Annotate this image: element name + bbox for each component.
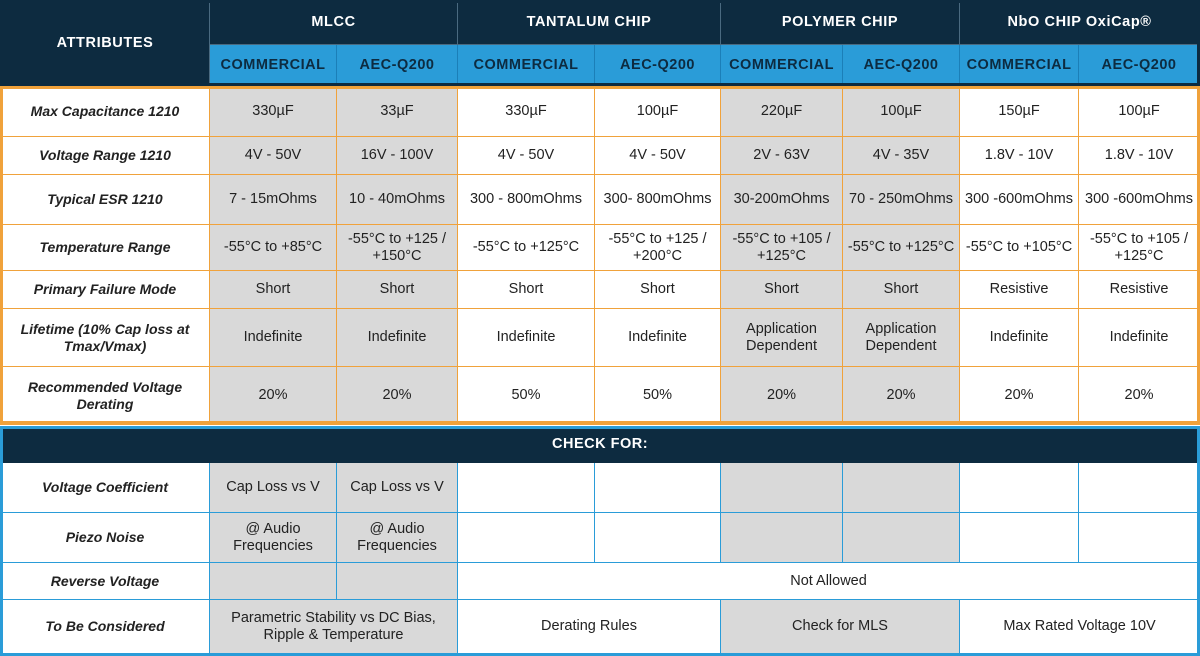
cell — [960, 463, 1079, 513]
cell — [843, 463, 960, 513]
sub-header: AEC-Q200 — [1079, 45, 1200, 87]
row-label: Recommended Voltage Derating — [1, 367, 210, 425]
cell: @ Audio Frequencies — [337, 513, 458, 563]
cell: Application Dependent — [721, 309, 843, 367]
cell — [595, 463, 721, 513]
group-header-mlcc: MLCC — [210, 1, 458, 45]
cell: 330µF — [210, 87, 337, 137]
group-header-nbo: NbO CHIP OxiCap® — [960, 1, 1200, 45]
cell: -55°C to +105°C — [960, 225, 1079, 271]
cell: 50% — [458, 367, 595, 425]
check-for-header: CHECK FOR: — [1, 427, 1200, 463]
cell: -55°C to +125°C — [458, 225, 595, 271]
table-row — [1, 600, 1200, 654]
cell: Short — [721, 271, 843, 309]
cell: 30-200mOhms — [721, 175, 843, 225]
cell: 1.8V - 10V — [960, 137, 1079, 175]
cell: -55°C to +105 / +125°C — [1079, 225, 1200, 271]
cell: 7 - 15mOhms — [210, 175, 337, 225]
cell: 20% — [960, 367, 1079, 425]
row-label: Reverse Voltage — [1, 563, 210, 600]
cell: Indefinite — [960, 309, 1079, 367]
cell: Indefinite — [458, 309, 595, 367]
cell: 330µF — [458, 87, 595, 137]
sub-header: AEC-Q200 — [595, 45, 721, 87]
cell: 300- 800mOhms — [595, 175, 721, 225]
cell — [843, 513, 960, 563]
cell: 300 -600mOhms — [960, 175, 1079, 225]
table-row — [1, 137, 1200, 175]
cell: Short — [843, 271, 960, 309]
cell: 20% — [721, 367, 843, 425]
cell: 1.8V - 10V — [1079, 137, 1200, 175]
cell: 20% — [843, 367, 960, 425]
sub-header: COMMERCIAL — [210, 45, 337, 87]
group-header-polymer: POLYMER CHIP — [721, 1, 960, 45]
cell: Short — [337, 271, 458, 309]
cell — [458, 463, 595, 513]
table-row — [1, 225, 1200, 271]
row-label: Max Capacitance 1210 — [1, 87, 210, 137]
table-row — [1, 367, 1200, 425]
table-row — [1, 309, 1200, 367]
table-row — [1, 175, 1200, 225]
cell — [458, 513, 595, 563]
cell: 4V - 50V — [595, 137, 721, 175]
cell — [960, 513, 1079, 563]
cell: Cap Loss vs V — [337, 463, 458, 513]
row-label: Piezo Noise — [1, 513, 210, 563]
cell — [721, 463, 843, 513]
cell: 20% — [337, 367, 458, 425]
cell: 100µF — [843, 87, 960, 137]
cell: -55°C to +85°C — [210, 225, 337, 271]
cell — [595, 513, 721, 563]
cell: Indefinite — [337, 309, 458, 367]
cell: 4V - 50V — [210, 137, 337, 175]
row-label: Typical ESR 1210 — [1, 175, 210, 225]
sub-header: COMMERCIAL — [960, 45, 1079, 87]
row-label: Voltage Coefficient — [1, 463, 210, 513]
cell: Indefinite — [595, 309, 721, 367]
cell: Check for MLS — [721, 600, 960, 654]
cell: 220µF — [721, 87, 843, 137]
table-row — [1, 87, 1200, 137]
sub-header: AEC-Q200 — [337, 45, 458, 87]
row-label: Lifetime (10% Cap loss at Tmax/Vmax) — [1, 309, 210, 367]
cell: 16V - 100V — [337, 137, 458, 175]
cell: Indefinite — [1079, 309, 1200, 367]
cell: 300 -600mOhms — [1079, 175, 1200, 225]
cell: -55°C to +125 / +150°C — [337, 225, 458, 271]
table-row — [1, 463, 1200, 513]
cell: Application Dependent — [843, 309, 960, 367]
cell — [337, 563, 458, 600]
cell: @ Audio Frequencies — [210, 513, 337, 563]
cell: Resistive — [960, 271, 1079, 309]
cell: 100µF — [595, 87, 721, 137]
cell: Resistive — [1079, 271, 1200, 309]
cell: 20% — [1079, 367, 1200, 425]
cell: 100µF — [1079, 87, 1200, 137]
cell: -55°C to +125°C — [843, 225, 960, 271]
cell: Parametric Stability vs DC Bias, Ripple & Temperature — [210, 600, 458, 654]
cell — [721, 513, 843, 563]
table-row — [1, 513, 1200, 563]
cell: 2V - 63V — [721, 137, 843, 175]
cell: -55°C to +105 / +125°C — [721, 225, 843, 271]
cell: 50% — [595, 367, 721, 425]
cell: Cap Loss vs V — [210, 463, 337, 513]
cell: 300 - 800mOhms — [458, 175, 595, 225]
cell: Not Allowed — [458, 563, 1200, 600]
table-row — [1, 563, 1200, 600]
row-label: Temperature Range — [1, 225, 210, 271]
check-for-table — [0, 426, 1200, 654]
attributes-header: ATTRIBUTES — [1, 1, 210, 87]
cell — [1079, 513, 1200, 563]
cell: 10 - 40mOhms — [337, 175, 458, 225]
cell: 150µF — [960, 87, 1079, 137]
cell: 33µF — [337, 87, 458, 137]
cell: 70 - 250mOhms — [843, 175, 960, 225]
cell: 4V - 35V — [843, 137, 960, 175]
cell: -55°C to +125 / +200°C — [595, 225, 721, 271]
row-label: Voltage Range 1210 — [1, 137, 210, 175]
cell: Short — [210, 271, 337, 309]
cell: Short — [458, 271, 595, 309]
sub-header: COMMERCIAL — [458, 45, 595, 87]
table-row — [1, 271, 1200, 309]
cell: 4V - 50V — [458, 137, 595, 175]
cell: Max Rated Voltage 10V — [960, 600, 1200, 654]
cell: Short — [595, 271, 721, 309]
cell: Indefinite — [210, 309, 337, 367]
row-label: To Be Considered — [1, 600, 210, 654]
row-label: Primary Failure Mode — [1, 271, 210, 309]
sub-header: COMMERCIAL — [721, 45, 843, 87]
cell — [1079, 463, 1200, 513]
group-header-tantalum: TANTALUM CHIP — [458, 1, 721, 45]
sub-header: AEC-Q200 — [843, 45, 960, 87]
cell: 20% — [210, 367, 337, 425]
cell — [210, 563, 337, 600]
cell: Derating Rules — [458, 600, 721, 654]
